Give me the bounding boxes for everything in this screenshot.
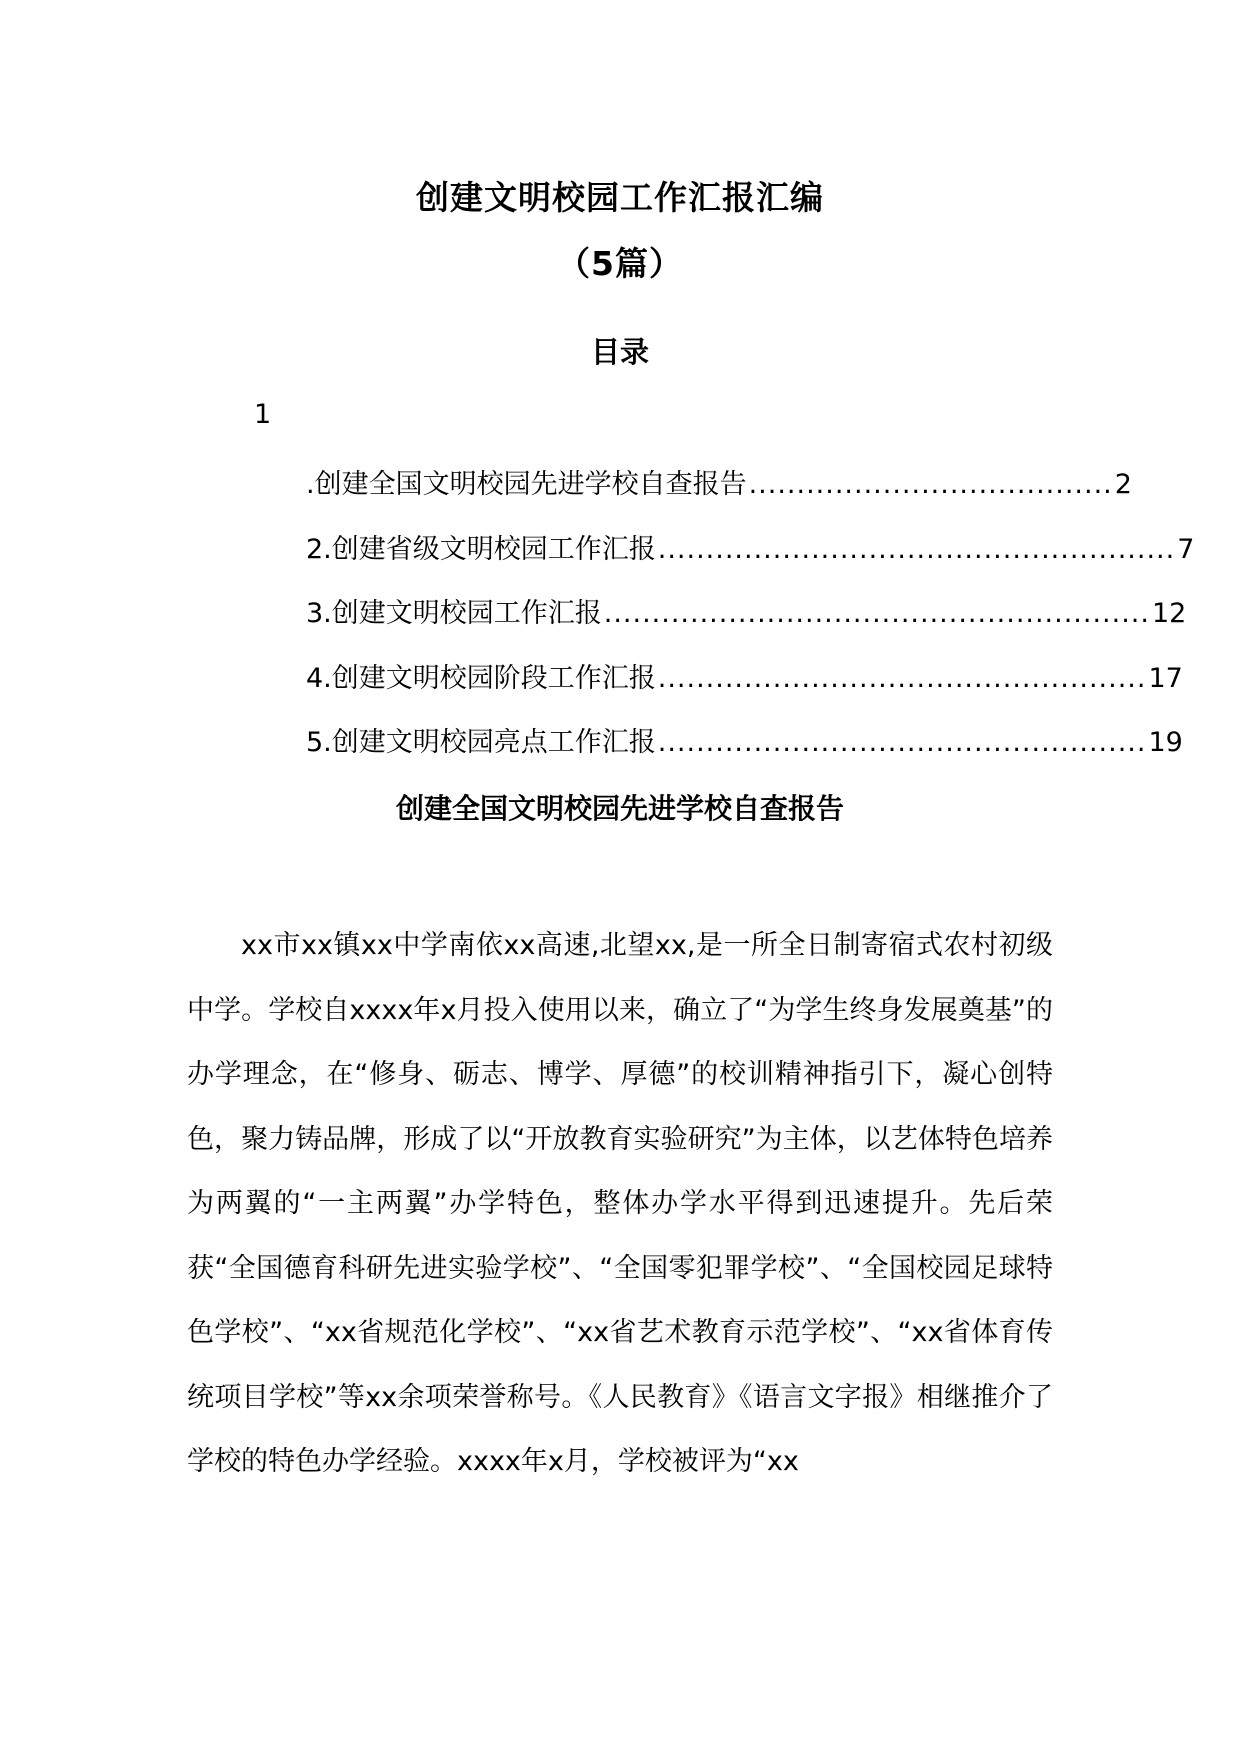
document-title: 创建文明校园工作汇报汇编 xyxy=(416,178,824,217)
toc-entry-label: 5.创建文明校园亮点工作汇报 xyxy=(306,727,656,758)
toc-entry-leader: ...................................... xyxy=(748,469,1113,500)
toc-entry-leader: ......................................................... xyxy=(603,598,1150,629)
toc-entry-leader: ...................................................... xyxy=(657,533,1176,565)
toc-entry-label: 2.创建省级文明校园工作汇报 xyxy=(306,533,656,565)
document-subtitle: （5篇） xyxy=(557,244,683,283)
toc-entry[interactable] xyxy=(306,656,1183,721)
table-of-contents xyxy=(306,462,1195,785)
toc-entry[interactable] xyxy=(306,527,1195,592)
toc-entry[interactable] xyxy=(306,591,1187,656)
toc-heading: 目录 xyxy=(590,335,649,369)
toc-entry-page: 2 xyxy=(1114,469,1132,500)
toc-entry-page: 12 xyxy=(1151,598,1187,629)
section-title: 创建全国文明校园先进学校自查报告 xyxy=(395,792,844,825)
toc-entry-page: 7 xyxy=(1177,533,1195,565)
toc-entry-page: 17 xyxy=(1148,662,1183,694)
toc-entry-leader: ................................................... xyxy=(657,727,1147,758)
toc-entry-label: 4.创建文明校园阶段工作汇报 xyxy=(306,662,656,694)
toc-entry-page: 19 xyxy=(1148,727,1183,758)
toc-entry[interactable] xyxy=(306,720,1183,785)
toc-entry-label: .创建全国文明校园先进学校自查报告 xyxy=(306,469,747,500)
toc-entry[interactable] xyxy=(306,462,1132,527)
toc-stray-number: 1 xyxy=(254,399,272,430)
body-paragraph: xx市xx镇xx中学南依xx高速,北望xx,是一所全日制寄宿式农村初级中学。学校自xxxx年x月投入使用以来，确立了“为学生终身发展奠基”的办学理念，在“修身、砺志、博学、厚德”的校训精神指引下，凝心创特色，聚力铸品牌，形成了以“开放教育实验研究”为主体，以艺体特色培养为两翼的“一主两翼”办学特色，整体办学水平得到迅速提升。先后荣获“全国德育科研先进实验学校”、“全国零犯罪学校”、“全国校园足球特色学校”、“xx省规范化学校”、“xx省艺术教育示范学校”、“xx省体育传统项目学校”等xx余项荣誉称号。《人民教育》《语言文字报》相继推介了学校的特色办学经验。xxxx年x月，学校被评为“xx xyxy=(187,930,1053,1477)
toc-entry-label: 3.创建文明校园工作汇报 xyxy=(306,598,602,629)
toc-entry-leader: ................................................... xyxy=(657,662,1147,694)
